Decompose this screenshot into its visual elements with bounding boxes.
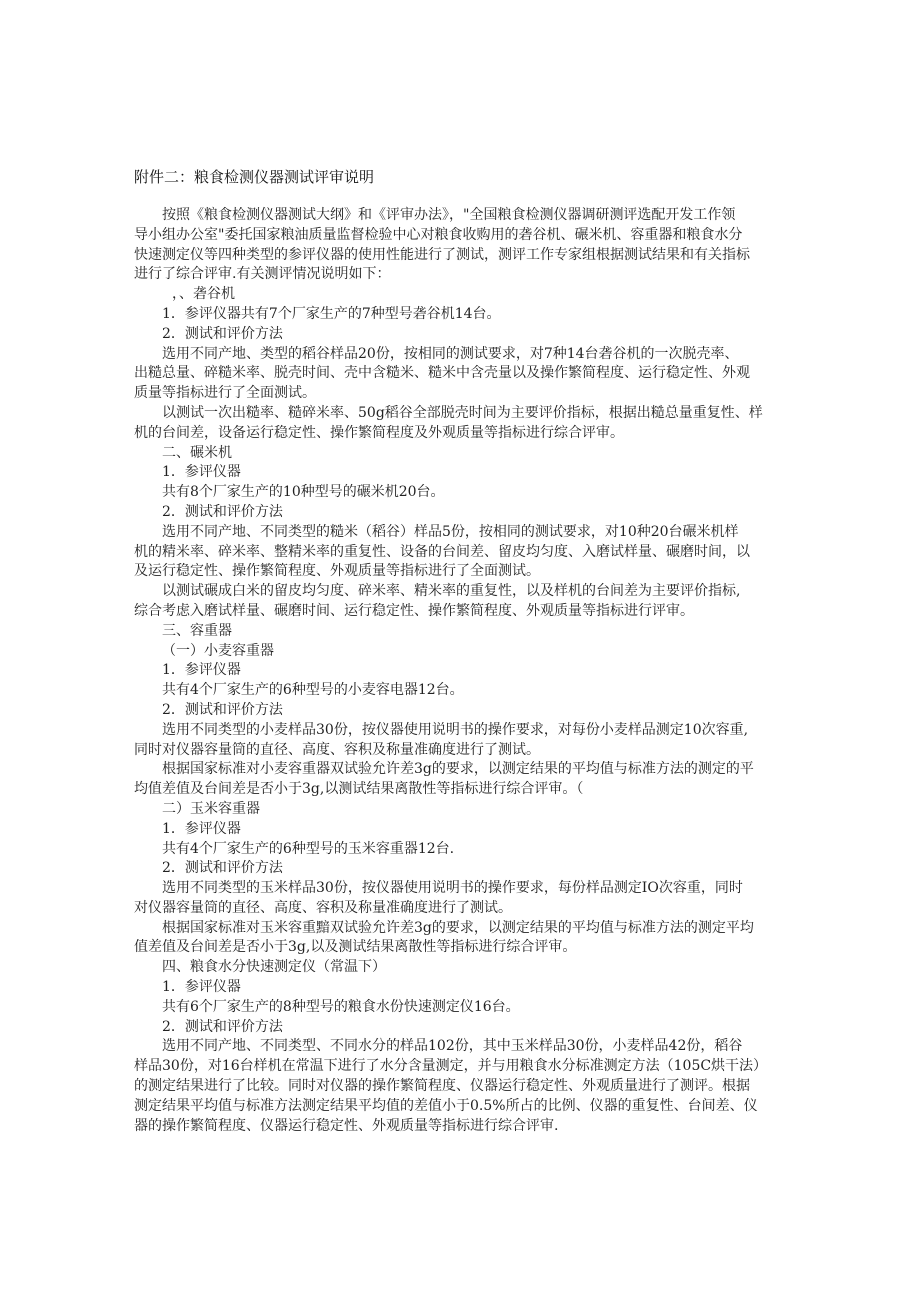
body-line: 选用不同类型的玉米样品30份，按仪器使用说明书的操作要求，每份样品测定IO次容重，同时 <box>162 880 743 897</box>
body-line: 器的操作繁简程度、仪器运行稳定性、外观质量等指标进行综合评审. <box>134 1117 559 1134</box>
body-line: 质量等指标进行了全面测试。 <box>134 385 316 402</box>
body-line: 进行了综合评审.有关测评情况说明如下： <box>134 266 391 283</box>
body-line: 共有6个厂家生产的8种型号的粮食水份快速测定仪16台。 <box>162 998 520 1015</box>
subsection-heading: 二）玉米容重器 <box>162 800 260 817</box>
subsection-heading: 1．参评仪器 <box>162 464 241 481</box>
subsection-heading: 2．测试和评价方法 <box>162 701 283 718</box>
subsection-heading: 2．测试和评价方法 <box>162 503 283 520</box>
body-line: 及运行稳定性、操作繁简程度、外观质量等指标进行了全面测试。 <box>134 563 540 580</box>
body-line: 选用不同产地、不同类型的糙米（稻谷）样品5份，按相同的测试要求，对10种20台碾米机样 <box>162 523 739 540</box>
section-heading: 四、粮食水分快速测定仪（常温下） <box>162 959 386 976</box>
body-line: 选用不同产地、不同类型、不同水分的样品102份，其中玉米样品30份，小麦样品42份，稻谷 <box>162 1038 743 1055</box>
section-heading: 三、容重器 <box>162 622 232 639</box>
document-title: 附件二：粮食检测仪器测试评审说明 <box>134 168 375 186</box>
body-line: 1．参评仪器共有7个厂家生产的7种型号砻谷机14台。 <box>162 305 501 322</box>
body-line: 按照《粮食检测仪器测试大纲》和《评审办法》，"全国粮食检测仪器调研测评选配开发工作领 <box>162 207 736 223</box>
body-line: 均值差值及台间差是否小于3g,以测试结果离散性等指标进行综合评审。（ <box>134 781 584 798</box>
body-line: 综合考虑入磨试样量、碾磨时间、运行稳定性、操作繁简程度、外观质量等指标进行评审。 <box>134 602 694 619</box>
body-line: 样品30份，对16台样机在常温下进行了水分含量测定，并与用粮食水分标准测定方法（105C烘干法） <box>134 1058 768 1075</box>
section-heading: ，、砻谷机 <box>172 286 235 303</box>
subsection-heading: 1．参评仪器 <box>162 979 241 996</box>
body-line: 机的精米率、碎米率、整精米率的重复性、设备的台间差、留皮均匀度、入磨试样量、碾磨时间，以 <box>134 543 750 560</box>
body-line: 对仪器容量筒的直径、高度、容积及称量准确度进行了测试。 <box>134 899 512 916</box>
subsection-heading: 1．参评仪器 <box>162 662 241 679</box>
body-line: 出糙总量、碎糙米率、脱壳时间、壳中含糙米、糙米中含壳量以及操作繁简程度、运行稳定性、外观 <box>134 365 750 382</box>
document-body <box>134 206 799 1136</box>
subsection-heading: 2．测试和评价方法 <box>162 325 283 342</box>
section-heading: 二、碾米机 <box>162 444 232 461</box>
body-line: 快速测定仪等四种类型的参评仪器的使用性能进行了测试，测评工作专家组根据测试结果和有关指标 <box>134 246 750 263</box>
body-line: 共有4个厂家生产的6种型号的玉米容重器12台. <box>162 840 455 857</box>
body-line: 导小组办公室"委托国家粮油质量监督检验中心对粮食收购用的砻谷机、碾米机、容重器和粮食水分 <box>134 226 743 243</box>
body-line: 的测定结果进行了比较。同时对仪器的操作繁简程度、仪器运行稳定性、外观质量进行了测评。根据 <box>134 1078 750 1095</box>
body-line: 机的台间差，设备运行稳定性、操作繁简程度及外观质量等指标进行综合评审。 <box>134 424 624 441</box>
body-line: 以测试碾成白米的留皮均匀度、碎米率、精米率的重复性，以及样机的台间差为主要评价指标, <box>162 583 741 600</box>
body-line: 测定结果平均值与标准方法测定结果平均值的差值小于0.5%所占的比例、仪器的重复性、台间差、仪 <box>134 1097 758 1114</box>
subsection-heading: 1．参评仪器 <box>162 820 241 837</box>
body-line: 根据国家标准对玉米容重黯双试验允许差3g的要求，以测定结果的平均值与标准方法的测定平均 <box>162 919 754 936</box>
body-line: 选用不同产地、类型的稻谷样品20份，按相同的测试要求，对7种14台砻谷机的一次脱壳率、 <box>162 345 739 362</box>
body-line: 选用不同类型的小麦样品30份，按仪器使用说明书的操作要求，对每份小麦样品测定10次容重, <box>162 721 749 738</box>
body-line: 以测试一次出糙率、糙碎米率、50g稻谷全部脱壳时间为主要评价指标，根据出糙总量重复性、样 <box>162 404 763 421</box>
body-line: 同时对仪器容量筒的直径、高度、容积及称量准确度进行了测试。 <box>134 741 540 758</box>
subsection-heading: 2．测试和评价方法 <box>162 1018 283 1035</box>
body-line: 共有4个厂家生产的6种型号的小麦容电器12台。 <box>162 682 464 699</box>
body-line: 共有8个厂家生产的10种型号的碾米机20台。 <box>162 484 445 501</box>
body-line: 值差值及台间差是否小于3g,以及测试结果离散性等指标进行综合评审。 <box>134 939 577 956</box>
subsection-heading: （一）小麦容重器 <box>162 642 274 659</box>
body-line: 根据国家标准对小麦容重器双试验允许差3g的要求，以测定结果的平均值与标准方法的测定的平 <box>162 761 754 778</box>
subsection-heading: 2．测试和评价方法 <box>162 860 283 877</box>
